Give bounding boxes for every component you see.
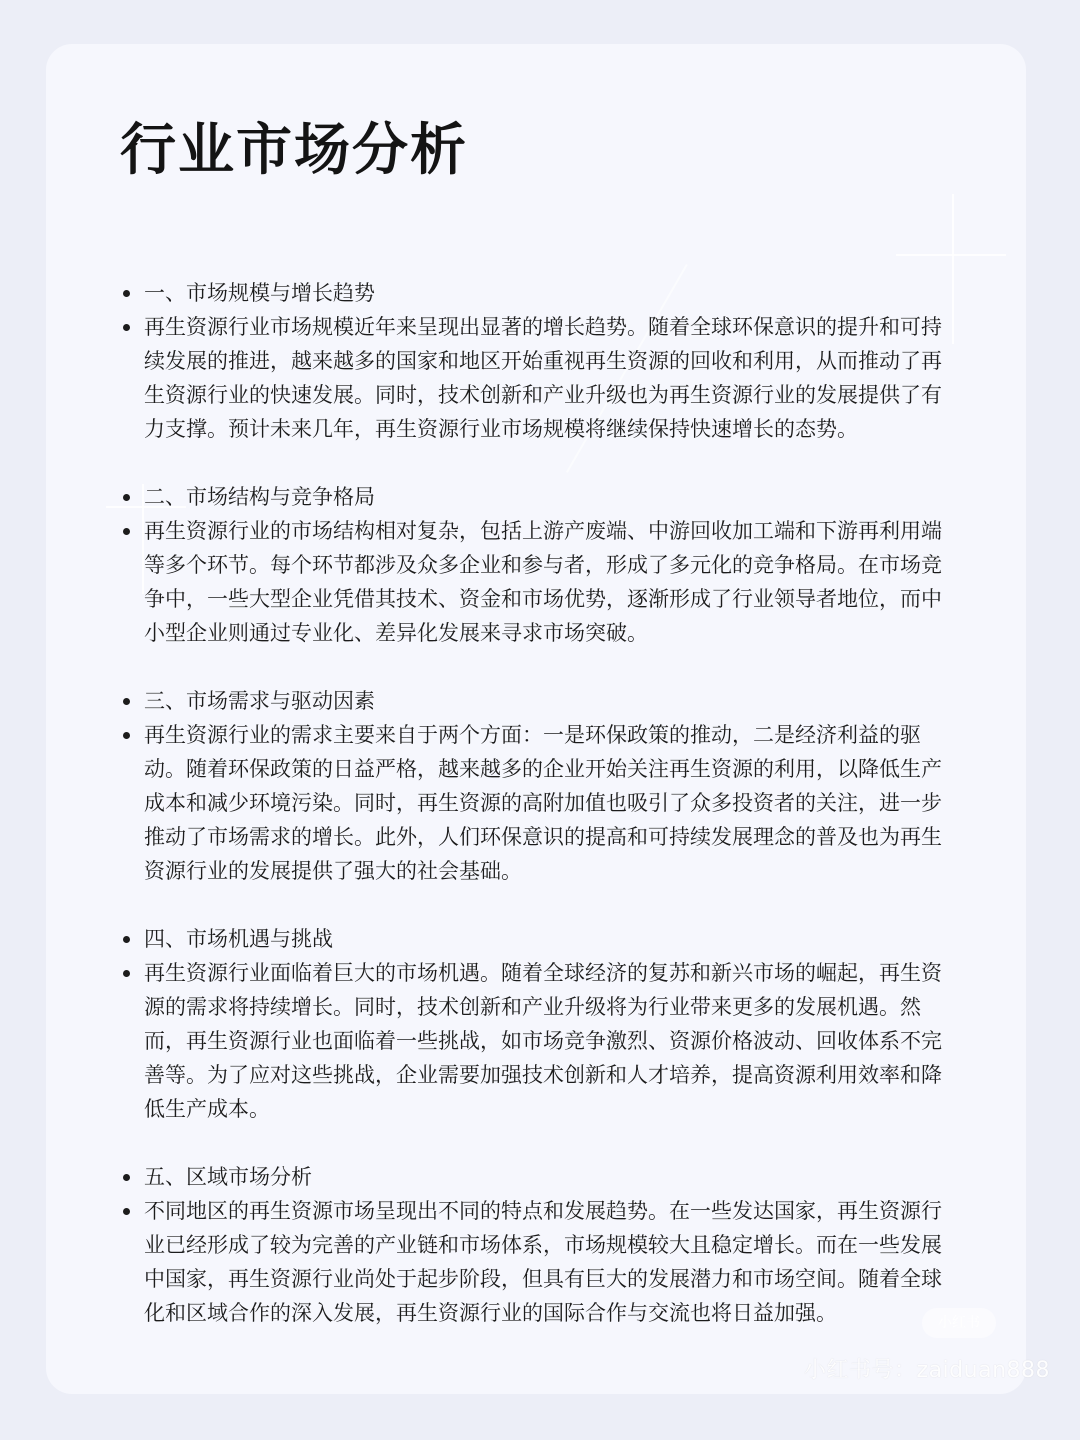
section-market-size <box>118 276 958 446</box>
decorative-line <box>896 254 1006 256</box>
section-regional-market <box>118 1160 958 1330</box>
section-heading: 二、市场结构与竞争格局 <box>118 480 958 514</box>
section-body: 再生资源行业的市场结构相对复杂，包括上游产废端、中游回收加工端和下游再利用端等多个环节。每个环节都涉及众多企业和参与者，形成了多元化的竞争格局。在市场竞争中，一些大型企业凭借其技术、资金和市场优势，逐渐形成了行业领导者地位，而中小型企业则通过专业化、差异化发展来寻求市场突破。 <box>118 514 958 650</box>
section-body: 再生资源行业的需求主要来自于两个方面：一是环保政策的推动，二是经济利益的驱动。随着环保政策的日益严格，越来越多的企业开始关注再生资源的利用，以降低生产成本和减少环境污染。同时，再生资源的高附加值也吸引了众多投资者的关注，进一步推动了市场需求的增长。此外，人们环保意识的提高和可持续发展理念的普及也为再生资源行业的发展提供了强大的社会基础。 <box>118 718 958 888</box>
section-heading: 三、市场需求与驱动因素 <box>118 684 958 718</box>
page-title: 行业市场分析 <box>120 118 468 183</box>
watermark-account: 小红书号：zaiduan888 <box>804 1358 1050 1383</box>
section-opportunities-challenges <box>118 922 958 1126</box>
document-card <box>46 44 1026 1394</box>
section-body: 再生资源行业面临着巨大的市场机遇。随着全球经济的复苏和新兴市场的崛起，再生资源的需求将持续增长。同时，技术创新和产业升级将为行业带来更多的发展机遇。然而，再生资源行业也面临着一些挑战，如市场竞争激烈、资源价格波动、回收体系不完善等。为了应对这些挑战，企业需要加强技术创新和人才培养，提高资源利用效率和降低生产成本。 <box>118 956 958 1126</box>
watermark-badge: 小红书 <box>922 1308 996 1338</box>
section-market-structure <box>118 480 958 650</box>
content-body <box>118 276 958 1364</box>
section-body: 不同地区的再生资源市场呈现出不同的特点和发展趋势。在一些发达国家，再生资源行业已经形成了较为完善的产业链和市场体系，市场规模较大且稳定增长。而在一些发展中国家，再生资源行业尚处于起步阶段，但具有巨大的发展潜力和市场空间。随着全球化和区域合作的深入发展，再生资源行业的国际合作与交流也将日益加强。 <box>118 1194 958 1330</box>
section-heading: 四、市场机遇与挑战 <box>118 922 958 956</box>
section-heading: 一、市场规模与增长趋势 <box>118 276 958 310</box>
section-heading: 五、区域市场分析 <box>118 1160 958 1194</box>
section-market-demand <box>118 684 958 888</box>
section-body: 再生资源行业市场规模近年来呈现出显著的增长趋势。随着全球环保意识的提升和可持续发展的推进，越来越多的国家和地区开始重视再生资源的回收和利用，从而推动了再生资源行业的快速发展。同时，技术创新和产业升级也为再生资源行业的发展提供了有力支撑。预计未来几年，再生资源行业市场规模将继续保持快速增长的态势。 <box>118 310 958 446</box>
